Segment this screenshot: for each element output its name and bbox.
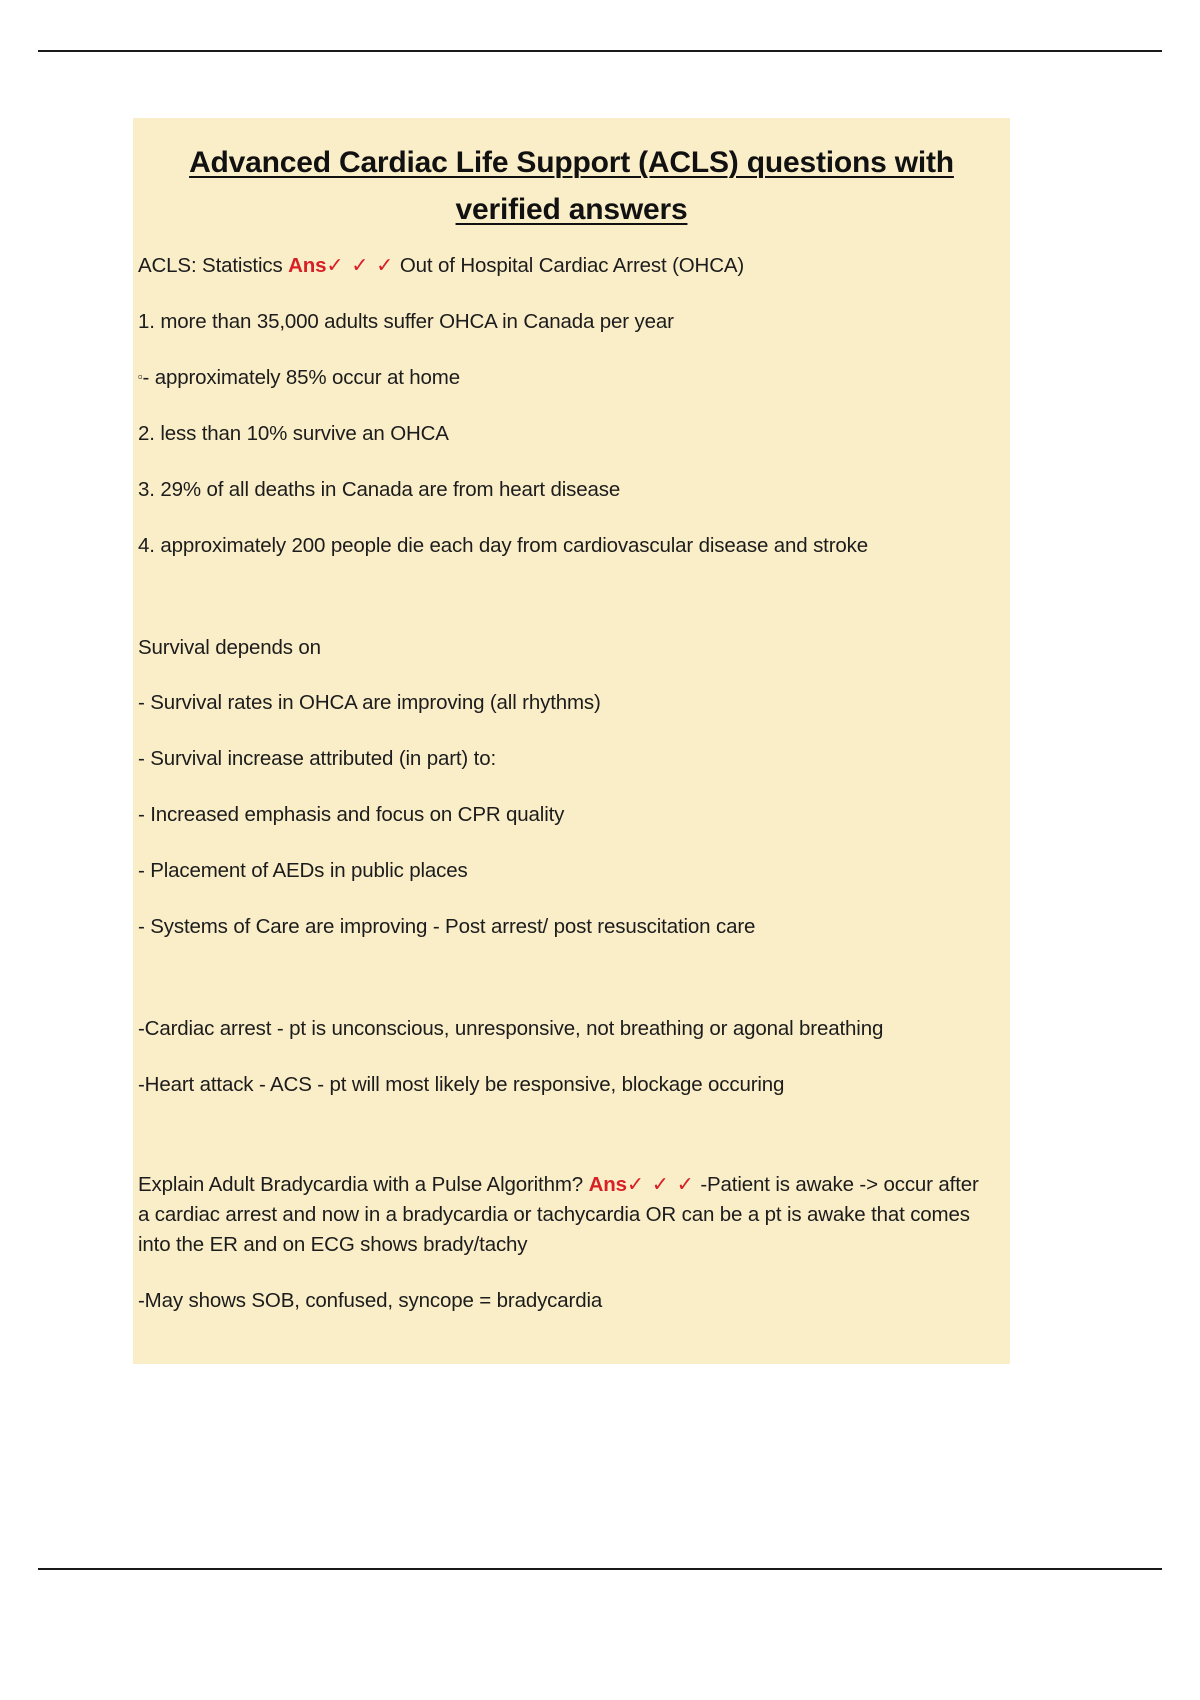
bradycardia-checkmarks: ✓ ✓ ✓ [626, 1172, 695, 1196]
bradycardia-answer: -Patient is awake -> occur after a cardiac arrest and now in a bradycardia or tachycardia OR can be a pt is awake that comes into the ER and on ECG shows brady/tachy [138, 1172, 979, 1256]
page-title-line-2: verified answers [455, 192, 688, 226]
statistics-checkmarks: ✓ ✓ ✓ [326, 254, 395, 277]
bradycardia-prompt: Explain Adult Bradycardia with a Pulse Algorithm? [138, 1172, 589, 1196]
page-title-line-1: Advanced Cardiac Life Support (ACLS) questions with [189, 146, 954, 179]
statistics-item-3: 3. 29% of all deaths in Canada are from heart disease [138, 477, 621, 501]
note-content-block [133, 118, 1010, 1364]
statistics-item-2: 2. less than 10% survive an OHCA [138, 421, 449, 445]
bradycardia-question-line [138, 1170, 994, 1260]
note-body [133, 251, 1010, 1316]
bradycardia-ans-label: Ans [588, 1172, 627, 1196]
header-rule [38, 50, 1162, 52]
statistics-sub-item-text: - approximately 85% occur at home [142, 365, 460, 389]
statistics-item-1: 1. more than 35,000 adults suffer OHCA in Canada per year [138, 309, 674, 333]
survival-heading: Survival depends on [138, 635, 321, 659]
statistics-prompt: ACLS: Statistics [138, 254, 289, 277]
bradycardia-symptoms: -May shows SOB, confused, syncope = bradycardia [138, 1288, 603, 1312]
footer-rule [38, 1568, 1162, 1570]
survival-item-2: - Survival increase attributed (in part) to: [138, 747, 496, 771]
square-bullet-icon: ▫ [138, 368, 143, 384]
survival-item-4: - Placement of AEDs in public places [138, 859, 468, 883]
survival-item-3: - Increased emphasis and focus on CPR quality [138, 803, 565, 827]
section-spacer-1 [138, 587, 994, 633]
section-spacer-2 [138, 968, 994, 1014]
statistics-question-line [138, 251, 994, 281]
section-spacer-3 [138, 1126, 994, 1170]
statistics-answer: Out of Hospital Cardiac Arrest (OHCA) [394, 254, 745, 277]
definition-cardiac-arrest: -Cardiac arrest - pt is unconscious, unresponsive, not breathing or agonal breathing [138, 1017, 884, 1041]
statistics-ans-label: Ans [288, 254, 327, 277]
survival-item-5: - Systems of Care are improving - Post arrest/ post resuscitation care [138, 915, 756, 939]
page-title [133, 136, 1010, 233]
statistics-sub-item [138, 363, 994, 393]
definition-heart-attack: -Heart attack - ACS - pt will most likely be responsive, blockage occuring [138, 1072, 785, 1096]
statistics-item-4: 4. approximately 200 people die each day from cardiovascular disease and stroke [138, 533, 868, 557]
survival-item-1: - Survival rates in OHCA are improving (all rhythms) [138, 691, 601, 715]
